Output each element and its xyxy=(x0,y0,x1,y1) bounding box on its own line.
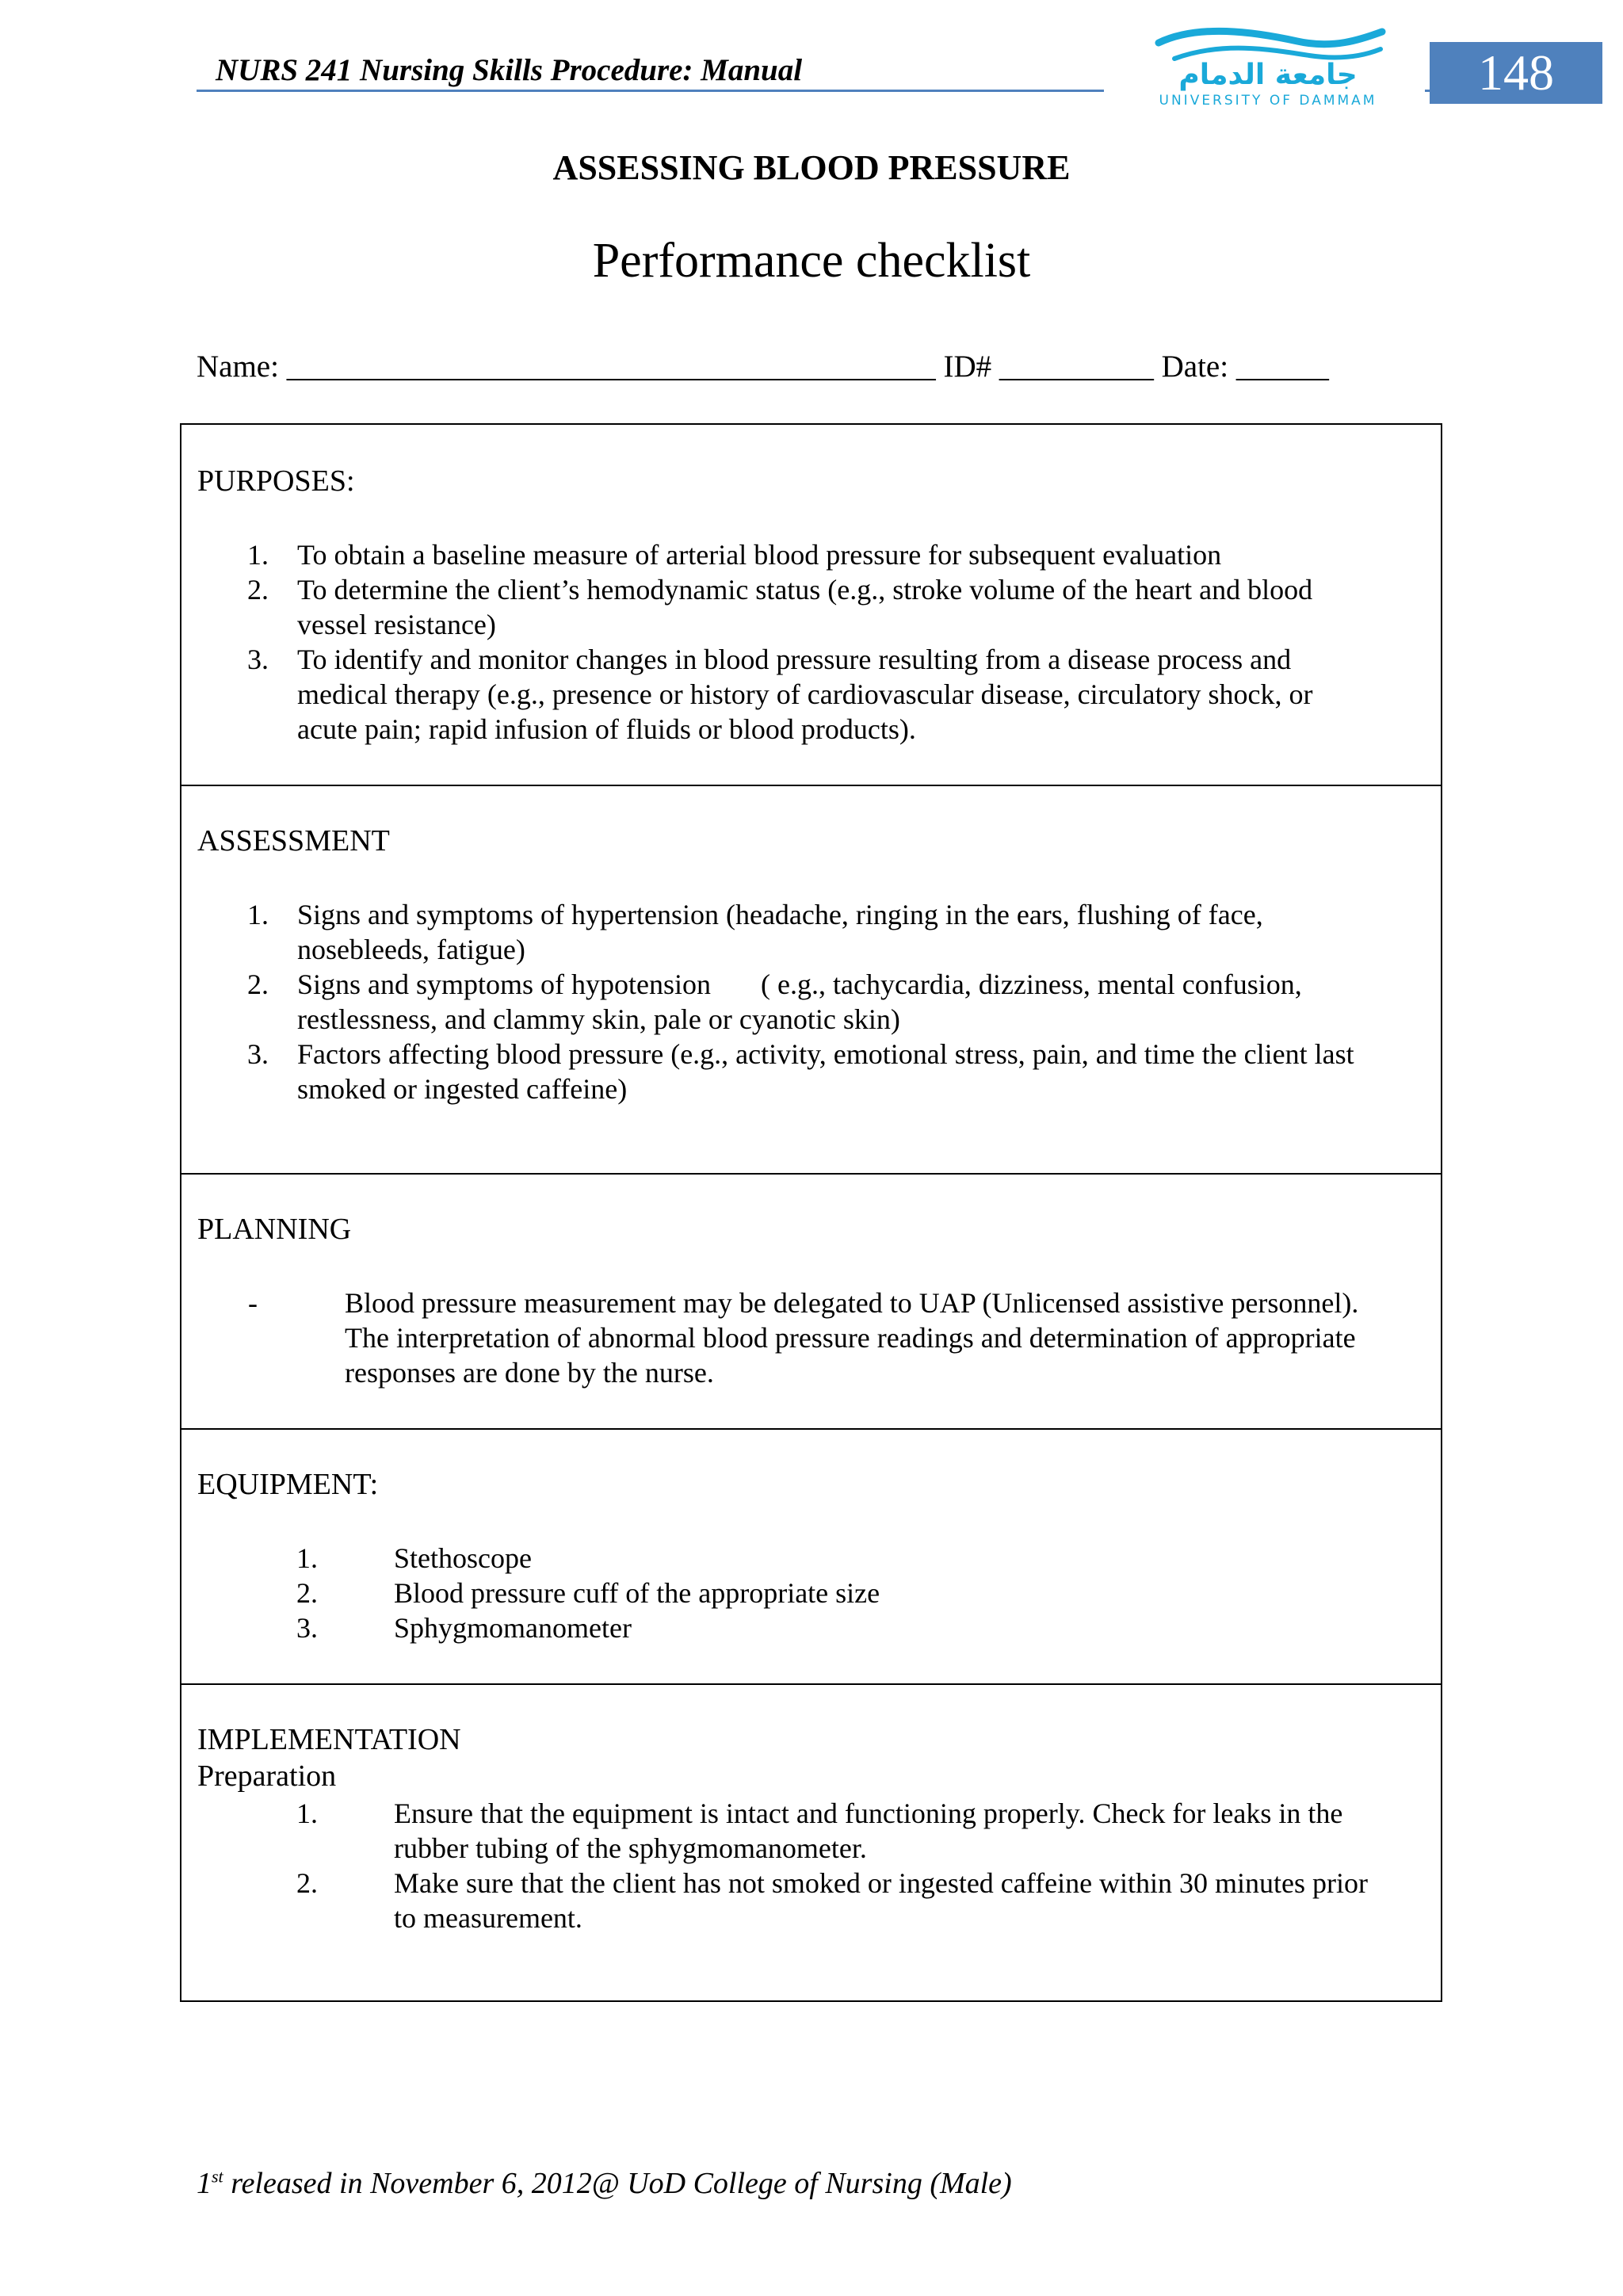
logo-wave-top xyxy=(1159,31,1382,44)
footer-ordinal-suffix: st xyxy=(212,2166,223,2187)
header-rule xyxy=(197,90,1104,92)
purposes-heading: PURPOSES: xyxy=(197,464,355,498)
university-logo xyxy=(1135,27,1395,109)
footer-ordinal: 1 xyxy=(197,2167,212,2200)
id-field-label: ID# __________ xyxy=(943,350,1154,384)
checklist-table xyxy=(180,423,1442,2002)
logo-english-name: UNIVERSITY OF DAMMAM xyxy=(1159,93,1377,109)
release-footer xyxy=(197,2166,1012,2201)
implementation-heading: IMPLEMENTATION xyxy=(197,1723,461,1756)
footer-text: released in November 6, 2012@ UoD College of Nursing (Male) xyxy=(223,2167,1012,2200)
document-title: ASSESSING BLOOD PRESSURE xyxy=(552,148,1071,187)
implementation-subheading: Preparation xyxy=(197,1759,337,1793)
assessment-section: ASSESSMENT 1. Signs and symptoms of hypertension (headache, ringing in the ears, flushing of face, nosebleeds, fatigue) 2. Signs and symptoms of hypotension ( e.g., tachycardia, dizziness, mental confusion, restlessness, and clammy skin, pale or cyanotic skin) 3. Factors affecting blood pressure (e.g., activity, emotional stress, pain, and time the client last smoked or ingested caffeine) xyxy=(181,785,1441,1173)
planning-heading: PLANNING xyxy=(197,1213,352,1246)
assessment-heading: ASSESSMENT xyxy=(197,824,390,858)
student-info-line xyxy=(197,349,1329,384)
planning-bullet: - xyxy=(248,1287,258,1319)
logo-wave-bottom xyxy=(1174,48,1381,59)
equipment-heading: EQUIPMENT: xyxy=(197,1468,379,1501)
date-field-label: Date: ______ xyxy=(1161,350,1329,384)
document-subtitle: Performance checklist xyxy=(592,234,1031,288)
purposes-section: PURPOSES: 1. To obtain a baseline measure of arterial blood pressure for subsequent evaluation 2. To determine the client’s hemodynamic status (e.g., stroke volume of the heart and blood vessel resistance) 3. To identify and monitor changes in blood pressure resulting from a disease process and medical therapy (e.g., presence or history of cardiovascular disease, circulatory shock, or acute pain; rapid infusion of fluids or blood products). xyxy=(197,464,1313,745)
implementation-section: IMPLEMENTATION Preparation 1. Ensure that the equipment is intact and functioning properly. Check for leaks in the rubber tubing of the sphygmomanometer. 2. Make sure that the client has not smoked or ingested caffeine within 30 minutes prior to measurement. xyxy=(181,1683,1441,2000)
equipment-section: EQUIPMENT: 1. Stethoscope 2. Blood pressure cuff of the appropriate size 3. Sphygmomanometer xyxy=(181,1428,1441,1683)
planning-section: PLANNING - Blood pressure measurement may be delegated to UAP (Unlicensed assistive personnel). The interpretation of abnormal blood pressure readings and determination of appropriate responses are done by the nurse. xyxy=(181,1173,1441,1428)
manual-title: NURS 241 Nursing Skills Procedure: Manual xyxy=(216,53,803,87)
name-field-label: Name: __________________________________________ xyxy=(197,350,936,384)
page-number: 148 xyxy=(1430,42,1602,104)
logo-arabic-name: جامعة الدمام xyxy=(1178,59,1358,91)
